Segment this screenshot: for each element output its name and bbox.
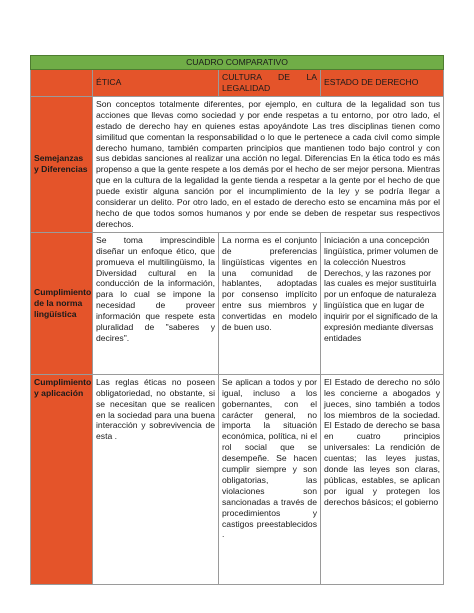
cell-estado-norma: Iniciación a una concepción lingüística, primer volumen de la colección Nuestros Derechos, y las razones por las cuales es mejor sustituirla por un enfoque de naturaleza lingüística que en lugar de inquirir por el significado de la expresión mediante diversas entidades xyxy=(321,232,444,374)
cell-etica-aplicacion: Las reglas éticas no poseen obligatoriedad, no obstante, si se necesitan que se realicen en la sociedad para una buena interacción y sobrevivencia de esta . xyxy=(93,374,219,584)
header-blank-cell xyxy=(31,69,93,96)
table-row xyxy=(31,232,444,374)
row-label-aplicacion: Cumplimiento y aplicación xyxy=(31,374,93,584)
cell-estado-aplicacion: El Estado de derecho no sólo les concierne a abogados y jueces, sino también a todos los miembros de la sociedad. El Estado de derecho se basa en cuatro principios universales: La rendición de cuentas; las leyes justas, donde las leyes son claras, públicas, estables, se aplican por igual y protegen los derechos básicos; el gobierno xyxy=(321,374,444,584)
table-title-row xyxy=(31,56,444,70)
merged-comparison-cell: Son conceptos totalmente diferentes, por ejemplo, en cultura de la legalidad son tus acciones que llevas como sociedad y por ende respetas a tu entorno, por otro lado, el estado de derecho hay en quienes estas apoyándote Las tres disciplinas tienen como similitud que comentan la responsabilidad o lo que le pertenece a cada civil como simple derecho humano, también comparten principios que mantienen todo bajo control y con sus debidas sanciones al realizar una acción no legal. Diferencias En la ética todo es más propenso a que la gente respete a los demás por el hecho de ser mejor persona. Mientras que en la cultura de la legalidad la gente tienda a respetar a la gente por el hecho de que puede existir alguna sanción por el incumplimiento de la ley y se podría llegar a considerar un delito. Por otro lado, en el estado de derecho esto se encamina más por el hecho de que todos somos humanos y por ende se deben de respetar sus respectivos derechos. xyxy=(93,96,444,232)
row-label-norma: Cumplimiento de la norma lingüística xyxy=(31,232,93,374)
table-title: CUADRO COMPARATIVO xyxy=(31,56,444,70)
header-cultura: CULTURA DE LA LEGALIDAD xyxy=(219,69,321,96)
document-page xyxy=(30,55,443,585)
cell-etica-norma: Se toma imprescindible diseñar un enfoque ético, que promueva el multilingüismo, la Diversidad cultural en la conducción de la información, para lo cual se impone la necesidad de proveer información que respete esta pluralidad de "saberes y decires". xyxy=(93,232,219,374)
cell-cultura-aplicacion: Se aplican a todos y por igual, incluso a los gobernantes, con el carácter general, no importa la situación económica, política, ni el rol social que se desempeñe. Se hacen cumplir siempre y son obligatorias, las violaciones son sancionadas a través de procedimientos y castigos preestablecidos . xyxy=(219,374,321,584)
comparison-table xyxy=(30,55,444,585)
cell-cultura-norma: La norma es el conjunto de preferencias lingüísticas vigentes en una comunidad de hablantes, adoptadas por consenso implícito entre sus miembros y convertidas en modelo de buen uso. xyxy=(219,232,321,374)
table-header-row xyxy=(31,69,444,96)
header-estado: ESTADO DE DERECHO xyxy=(321,69,444,96)
row-label-semejanzas: Semejanzas y Diferencias xyxy=(31,96,93,232)
table-row xyxy=(31,374,444,584)
header-etica: ÉTICA xyxy=(93,69,219,96)
table-row xyxy=(31,96,444,232)
